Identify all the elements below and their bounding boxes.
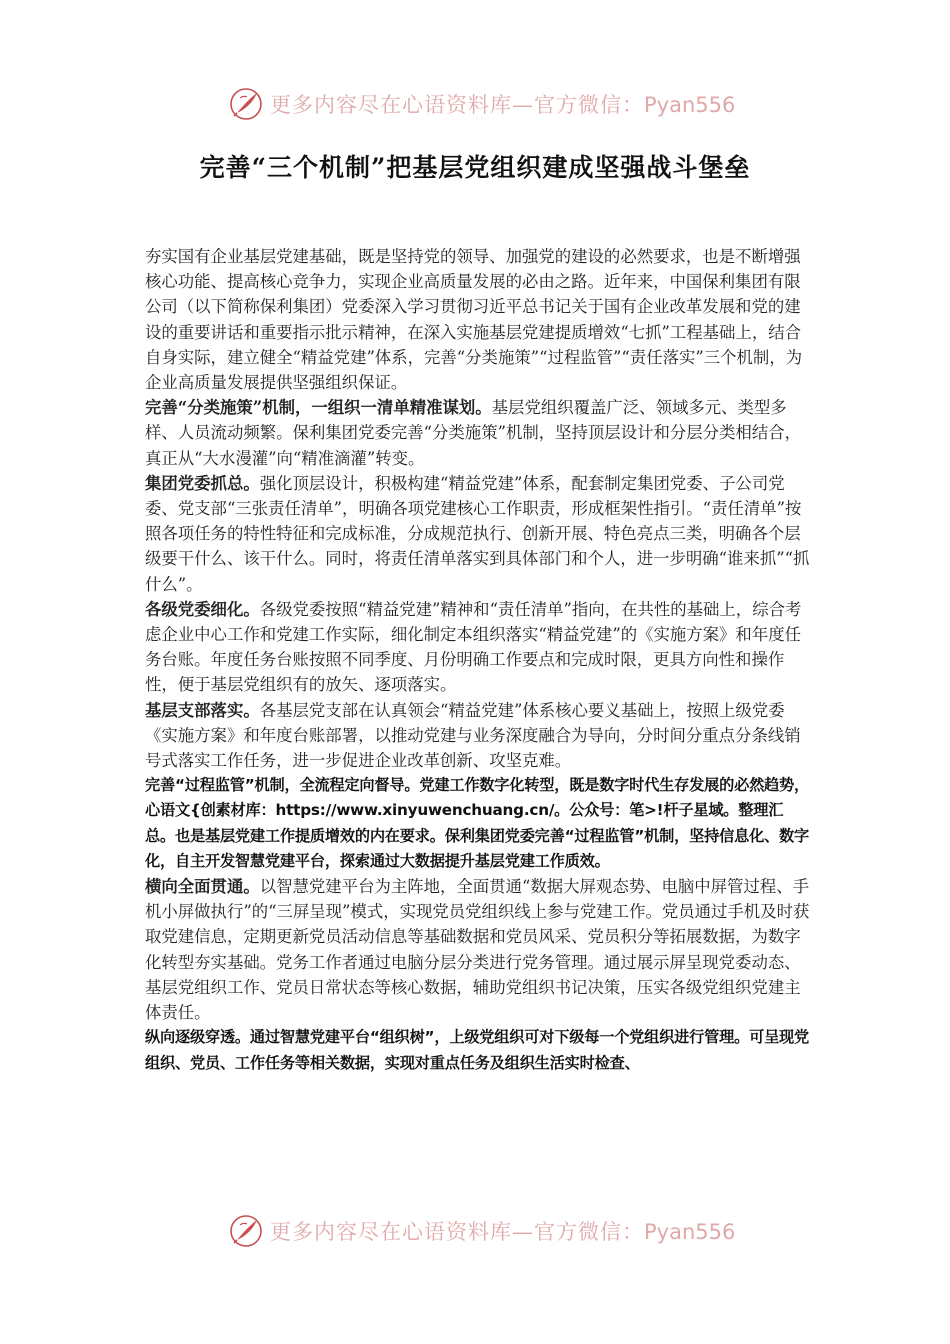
paragraph-group-committee: 集团党委抓总。强化顶层设计，积极构建“精益党建”体系，配套制定集团党委、子公司党委、党支部“三张责任清单”，明确各项党建核心工作职责，形成框架性指引。“责任清单”按照各项任务的特性特征和完成标准，分成规范执行、创新开展、特色亮点三类，明确各个层级要干什么、该干什么。同时，将责任清单落实到具体部门和个人，进一步明确“谁来抓”“抓什么”。 [145,473,810,594]
paragraph-classified-policy: 完善“分类施策”机制，一组织一清单精准谋划。基层党组织覆盖广泛、领域多元、类型多样、人员流动频繁。保利集团党委完善“分类施策”机制，坚持顶层设计和分层分类相结合，真正从“大水漫灌”向“精准滴灌”转变。 [145,398,801,468]
article-title: 完善“三个机制”把基层党组织建成坚强战斗堡垒 [199,153,751,182]
header-watermark-banner [228,84,736,124]
paragraph-process-supervision: 完善“过程监管”机制，全流程定向督导。党建工作数字化转型，既是数字时代生存发展的必然趋势，心语文{创素材库：https://www.xinyuwenchuang.cn/。公众号：笔>!杆子星域。整理汇总。也是基层党建工作提质增效的内在要求。保利集团党委完善“过程监管”机制，坚持信息化、数字化，自主开发智慧党建平台，探索通过大数据提升基层党建工作质效。 [145,776,810,870]
paragraph-intro: 夯实国有企业基层党建基础，既是坚持党的领导、加强党的建设的必然要求，也是不断增强核心功能、提高核心竞争力，实现企业高质量发展的必由之路。近年来，中国保利集团有限公司（以下简称保利集团）党委深入学习贯彻习近平总书记关于国有企业改革发展和党的建设的重要讲话和重要指示批示精神，在深入实施基层党建提质增效“七抓”工程基础上，结合自身实际，建立健全“精益党建”体系，完善“分类施策”“过程监管”“责任落实”三个机制，为企业高质量发展提供坚强组织保证。 [145,247,803,393]
article-body [145,244,810,1076]
footer-watermark-banner [228,1211,736,1251]
paragraph-horizontal-integration: 横向全面贯通。以智慧党建平台为主阵地，全面贯通“数据大屏观态势、电脑中屏管过程、手机小屏做执行”的“三屏呈现”模式，实现党员党组织线上参与党建工作。党员通过手机及时获取党建信息，定期更新党员活动信息等基础数据和党员风采、党员积分等拓展数据，为数字化转型夯实基础。党务工作者通过电脑分层分类进行党务管理。通过展示屏呈现党委动态、基层党组织工作、党员日常状态等核心数据，辅助党组织书记决策，压实各级党组织党建主体责任。 [145,877,810,1023]
header-watermark-text: 更多内容尽在心语资料库—官方微信：Pyan556 [270,93,736,117]
quill-pen-logo-icon [228,86,264,122]
footer-watermark-text: 更多内容尽在心语资料库—官方微信：Pyan556 [270,1220,736,1244]
paragraph-branch-implementation: 基层支部落实。各基层党支部在认真领会“精益党建”体系核心要义基础上，按照上级党委《实施方案》和年度台账部署，以推动党建与业务深度融合为导向，分时间分重点分条线销号式落实工作任务，进一步促进企业改革创新、攻坚克难。 [145,700,801,771]
paragraph-committee-refinement: 各级党委细化。各级党委按照“精益党建”精神和“责任清单”指向，在共性的基础上，综合考虑企业中心工作和党建工作实际，细化制定本组织落实“精益党建”的《实施方案》和年度任务台账。年度任务台账按照不同季度、月份明确工作要点和完成时限，更具方向性和操作性，便于基层党组织有的放矢、逐项落实。 [145,599,802,695]
paragraph-vertical-penetration: 纵向逐级穿透。通过智慧党建平台“组织树”，上级党组织可对下级每一个党组织进行管理。可呈现党组织、党员、工作任务等相关数据，实现对重点任务及组织生活实时检查、 [145,1028,810,1072]
quill-pen-logo-icon [228,1213,264,1249]
